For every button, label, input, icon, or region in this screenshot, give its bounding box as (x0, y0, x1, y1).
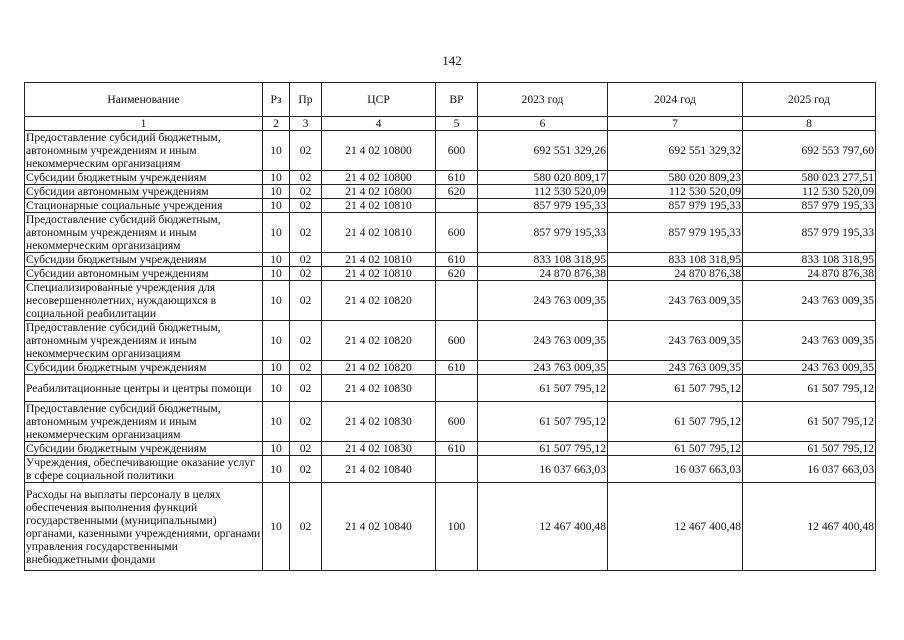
column-header-2023: 2023 год (478, 83, 608, 117)
row-pr: 02 (290, 267, 322, 281)
row-amount-2023: 112 530 520,09 (478, 185, 608, 199)
table-row (25, 456, 876, 483)
table-row (25, 402, 876, 442)
row-pr: 02 (290, 483, 322, 571)
row-rz: 10 (263, 213, 290, 253)
column-number: 2 (263, 117, 290, 131)
row-name: Предоставление субсидий бюджетным, автономным учреждениям и иным некоммерческим организациям (25, 402, 263, 442)
row-amount-2024: 692 551 329,32 (608, 131, 743, 171)
column-number: 7 (608, 117, 743, 131)
row-amount-2024: 12 467 400,48 (608, 483, 743, 571)
row-pr: 02 (290, 171, 322, 185)
column-header-2025: 2025 год (743, 83, 876, 117)
row-vr: 600 (436, 321, 478, 361)
row-amount-2023: 243 763 009,35 (478, 281, 608, 321)
row-csr: 21 4 02 10800 (322, 185, 436, 199)
row-rz: 10 (263, 321, 290, 361)
table-row (25, 213, 876, 253)
column-number: 8 (743, 117, 876, 131)
row-vr: 100 (436, 483, 478, 571)
table-row (25, 281, 876, 321)
row-pr: 02 (290, 253, 322, 267)
row-name: Субсидии бюджетным учреждениям (25, 253, 263, 267)
row-vr: 600 (436, 402, 478, 442)
row-amount-2025: 243 763 009,35 (743, 281, 876, 321)
column-header-csr: ЦСР (322, 83, 436, 117)
table-row (25, 375, 876, 402)
row-amount-2023: 857 979 195,33 (478, 199, 608, 213)
column-number: 5 (436, 117, 478, 131)
row-csr: 21 4 02 10820 (322, 281, 436, 321)
row-rz: 10 (263, 442, 290, 456)
row-amount-2024: 243 763 009,35 (608, 321, 743, 361)
row-name: Субсидии автономным учреждениям (25, 185, 263, 199)
row-amount-2023: 24 870 876,38 (478, 267, 608, 281)
row-vr (436, 199, 478, 213)
row-amount-2025: 857 979 195,33 (743, 199, 876, 213)
row-vr: 600 (436, 213, 478, 253)
row-amount-2023: 61 507 795,12 (478, 375, 608, 402)
row-vr: 610 (436, 361, 478, 375)
table-row (25, 185, 876, 199)
row-amount-2025: 112 530 520,09 (743, 185, 876, 199)
row-vr: 610 (436, 442, 478, 456)
row-amount-2024: 243 763 009,35 (608, 361, 743, 375)
row-amount-2023: 243 763 009,35 (478, 321, 608, 361)
column-number: 6 (478, 117, 608, 131)
row-name: Специализированные учреждения для несовершеннолетних, нуждающихся в социальной реабилитации (25, 281, 263, 321)
row-name: Субсидии бюджетным учреждениям (25, 361, 263, 375)
row-amount-2025: 692 553 797,60 (743, 131, 876, 171)
row-name: Стационарные социальные учреждения (25, 199, 263, 213)
row-vr: 620 (436, 267, 478, 281)
row-csr: 21 4 02 10830 (322, 442, 436, 456)
row-amount-2024: 61 507 795,12 (608, 402, 743, 442)
row-rz: 10 (263, 131, 290, 171)
row-rz: 10 (263, 199, 290, 213)
row-amount-2023: 61 507 795,12 (478, 442, 608, 456)
table-row (25, 199, 876, 213)
row-vr: 620 (436, 185, 478, 199)
row-vr: 610 (436, 253, 478, 267)
table-row (25, 253, 876, 267)
row-name: Субсидии бюджетным учреждениям (25, 171, 263, 185)
row-pr: 02 (290, 281, 322, 321)
row-pr: 02 (290, 321, 322, 361)
row-csr: 21 4 02 10810 (322, 267, 436, 281)
row-csr: 21 4 02 10810 (322, 213, 436, 253)
row-amount-2024: 112 530 520,09 (608, 185, 743, 199)
column-header-pr: Пр (290, 83, 322, 117)
row-rz: 10 (263, 281, 290, 321)
row-name: Предоставление субсидий бюджетным, автономным учреждениям и иным некоммерческим организациям (25, 213, 263, 253)
table-row (25, 321, 876, 361)
row-amount-2023: 833 108 318,95 (478, 253, 608, 267)
row-amount-2024: 580 020 809,23 (608, 171, 743, 185)
row-pr: 02 (290, 185, 322, 199)
row-pr: 02 (290, 402, 322, 442)
row-amount-2024: 833 108 318,95 (608, 253, 743, 267)
row-amount-2024: 243 763 009,35 (608, 281, 743, 321)
table-row (25, 171, 876, 185)
row-rz: 10 (263, 402, 290, 442)
row-pr: 02 (290, 199, 322, 213)
table-row (25, 483, 876, 571)
table-header-row (25, 83, 876, 117)
row-amount-2024: 857 979 195,33 (608, 213, 743, 253)
column-header-rz: Рз (263, 83, 290, 117)
row-amount-2025: 16 037 663,03 (743, 456, 876, 483)
row-amount-2023: 61 507 795,12 (478, 402, 608, 442)
row-csr: 21 4 02 10830 (322, 375, 436, 402)
row-rz: 10 (263, 267, 290, 281)
table-row (25, 131, 876, 171)
page-number: 142 (442, 53, 462, 68)
row-rz: 10 (263, 375, 290, 402)
row-amount-2025: 61 507 795,12 (743, 402, 876, 442)
row-vr (436, 375, 478, 402)
row-pr: 02 (290, 456, 322, 483)
row-amount-2023: 580 020 809,17 (478, 171, 608, 185)
row-name: Субсидии автономным учреждениям (25, 267, 263, 281)
row-amount-2025: 12 467 400,48 (743, 483, 876, 571)
row-csr: 21 4 02 10840 (322, 483, 436, 571)
row-csr: 21 4 02 10810 (322, 253, 436, 267)
row-pr: 02 (290, 442, 322, 456)
row-amount-2023: 16 037 663,03 (478, 456, 608, 483)
row-amount-2023: 243 763 009,35 (478, 361, 608, 375)
column-number: 4 (322, 117, 436, 131)
row-csr: 21 4 02 10800 (322, 171, 436, 185)
row-csr: 21 4 02 10830 (322, 402, 436, 442)
row-amount-2025: 857 979 195,33 (743, 213, 876, 253)
row-csr: 21 4 02 10820 (322, 321, 436, 361)
row-amount-2024: 61 507 795,12 (608, 442, 743, 456)
row-csr: 21 4 02 10840 (322, 456, 436, 483)
row-name: Предоставление субсидий бюджетным, автономным учреждениям и иным некоммерческим организациям (25, 321, 263, 361)
row-amount-2025: 24 870 876,38 (743, 267, 876, 281)
budget-table (24, 82, 876, 571)
row-rz: 10 (263, 253, 290, 267)
row-vr (436, 281, 478, 321)
row-rz: 10 (263, 361, 290, 375)
row-rz: 10 (263, 185, 290, 199)
row-amount-2024: 24 870 876,38 (608, 267, 743, 281)
row-csr: 21 4 02 10810 (322, 199, 436, 213)
column-header-name: Наименование (25, 83, 263, 117)
row-amount-2024: 16 037 663,03 (608, 456, 743, 483)
row-amount-2025: 61 507 795,12 (743, 442, 876, 456)
row-rz: 10 (263, 483, 290, 571)
column-number: 3 (290, 117, 322, 131)
column-number-row (25, 117, 876, 131)
row-csr: 21 4 02 10800 (322, 131, 436, 171)
row-amount-2025: 61 507 795,12 (743, 375, 876, 402)
row-rz: 10 (263, 456, 290, 483)
column-number: 1 (25, 117, 263, 131)
row-rz: 10 (263, 171, 290, 185)
row-csr: 21 4 02 10820 (322, 361, 436, 375)
row-name: Реабилитационные центры и центры помощи (25, 375, 263, 402)
row-vr: 600 (436, 131, 478, 171)
row-amount-2023: 12 467 400,48 (478, 483, 608, 571)
row-vr (436, 456, 478, 483)
column-header-vr: ВР (436, 83, 478, 117)
row-amount-2025: 580 023 277,51 (743, 171, 876, 185)
row-name: Учреждения, обеспечивающие оказание услуг в сфере социальной политики (25, 456, 263, 483)
table-row (25, 361, 876, 375)
row-pr: 02 (290, 361, 322, 375)
row-amount-2023: 857 979 195,33 (478, 213, 608, 253)
row-amount-2025: 833 108 318,95 (743, 253, 876, 267)
column-header-2024: 2024 год (608, 83, 743, 117)
table-row (25, 442, 876, 456)
row-name: Предоставление субсидий бюджетным, автономным учреждениям и иным некоммерческим организациям (25, 131, 263, 171)
row-amount-2023: 692 551 329,26 (478, 131, 608, 171)
row-amount-2025: 243 763 009,35 (743, 361, 876, 375)
row-amount-2024: 61 507 795,12 (608, 375, 743, 402)
row-amount-2024: 857 979 195,33 (608, 199, 743, 213)
row-vr: 610 (436, 171, 478, 185)
row-amount-2025: 243 763 009,35 (743, 321, 876, 361)
row-name: Расходы на выплаты персоналу в целях обеспечения выполнения функций государственными (муниципальными) органами, казенными учреждениями, органами управления государственными внебюджетными фондами (25, 483, 263, 571)
row-name: Субсидии бюджетным учреждениям (25, 442, 263, 456)
row-pr: 02 (290, 213, 322, 253)
row-pr: 02 (290, 131, 322, 171)
row-pr: 02 (290, 375, 322, 402)
table-row (25, 267, 876, 281)
